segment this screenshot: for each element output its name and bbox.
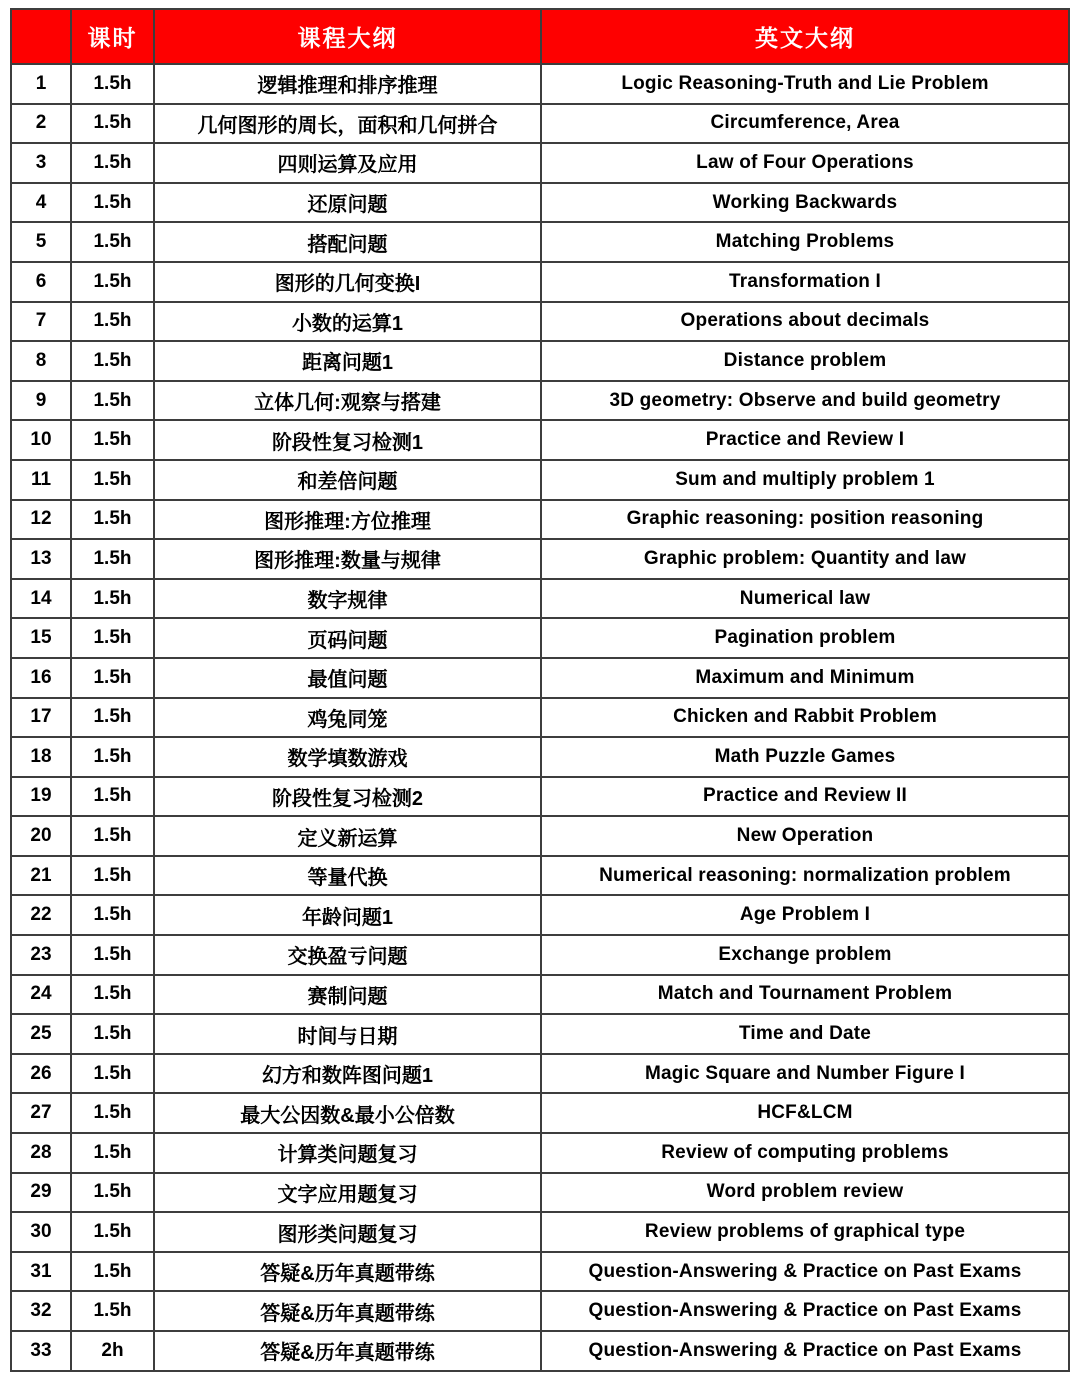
outline-en-cell: Numerical reasoning: normalization problem: [541, 856, 1069, 896]
table-row: [11, 816, 1069, 856]
outline-en-cell: Numerical law: [541, 579, 1069, 619]
row-number-cell: 15: [11, 618, 71, 658]
table-row: [11, 1252, 1069, 1292]
table-row: [11, 143, 1069, 183]
hours-cell: 1.5h: [71, 698, 154, 738]
outline-cn-cell: 逻辑推理和排序推理: [154, 64, 541, 104]
outline-cn-cell: 立体几何:观察与搭建: [154, 381, 541, 421]
outline-en-cell: Sum and multiply problem 1: [541, 460, 1069, 500]
row-number-cell: 16: [11, 658, 71, 698]
hours-cell: 1.5h: [71, 975, 154, 1015]
outline-en-cell: Practice and Review I: [541, 420, 1069, 460]
table-row: [11, 262, 1069, 302]
outline-cn-cell: 最值问题: [154, 658, 541, 698]
outline-cn-cell: 图形推理:数量与规律: [154, 539, 541, 579]
row-number-cell: 12: [11, 500, 71, 540]
table-row: [11, 935, 1069, 975]
row-number-cell: 6: [11, 262, 71, 302]
outline-en-cell: Distance problem: [541, 341, 1069, 381]
hours-cell: 2h: [71, 1331, 154, 1371]
hours-cell: 1.5h: [71, 381, 154, 421]
outline-en-cell: Pagination problem: [541, 618, 1069, 658]
outline-en-cell: Law of Four Operations: [541, 143, 1069, 183]
outline-en-cell: Match and Tournament Problem: [541, 975, 1069, 1015]
outline-en-cell: Maximum and Minimum: [541, 658, 1069, 698]
table-header: [11, 9, 1069, 64]
header-cell-outline-cn: 课程大纲: [154, 9, 541, 64]
row-number-cell: 20: [11, 816, 71, 856]
table-row: [11, 183, 1069, 223]
row-number-cell: 2: [11, 104, 71, 144]
table-row: [11, 737, 1069, 777]
table-row: [11, 302, 1069, 342]
table-row: [11, 420, 1069, 460]
table-row: [11, 104, 1069, 144]
outline-cn-cell: 距离问题1: [154, 341, 541, 381]
table-row: [11, 658, 1069, 698]
hours-cell: 1.5h: [71, 302, 154, 342]
table-row: [11, 1054, 1069, 1094]
outline-cn-cell: 答疑&历年真题带练: [154, 1331, 541, 1371]
row-number-cell: 13: [11, 539, 71, 579]
hours-cell: 1.5h: [71, 1252, 154, 1292]
outline-en-cell: Math Puzzle Games: [541, 737, 1069, 777]
outline-en-cell: Matching Problems: [541, 222, 1069, 262]
row-number-cell: 8: [11, 341, 71, 381]
table-row: [11, 579, 1069, 619]
row-number-cell: 33: [11, 1331, 71, 1371]
outline-cn-cell: 赛制问题: [154, 975, 541, 1015]
row-number-cell: 9: [11, 381, 71, 421]
outline-en-cell: Word problem review: [541, 1173, 1069, 1213]
hours-cell: 1.5h: [71, 658, 154, 698]
table-row: [11, 222, 1069, 262]
outline-cn-cell: 和差倍问题: [154, 460, 541, 500]
row-number-cell: 26: [11, 1054, 71, 1094]
outline-cn-cell: 文字应用题复习: [154, 1173, 541, 1213]
table-row: [11, 341, 1069, 381]
hours-cell: 1.5h: [71, 856, 154, 896]
row-number-cell: 31: [11, 1252, 71, 1292]
outline-cn-cell: 计算类问题复习: [154, 1133, 541, 1173]
row-number-cell: 18: [11, 737, 71, 777]
outline-cn-cell: 交换盈亏问题: [154, 935, 541, 975]
outline-cn-cell: 等量代换: [154, 856, 541, 896]
outline-cn-cell: 还原问题: [154, 183, 541, 223]
outline-en-cell: Question-Answering & Practice on Past Exams: [541, 1252, 1069, 1292]
hours-cell: 1.5h: [71, 777, 154, 817]
hours-cell: 1.5h: [71, 1133, 154, 1173]
header-cell-outline-en: 英文大纲: [541, 9, 1069, 64]
outline-cn-cell: 搭配问题: [154, 222, 541, 262]
hours-cell: 1.5h: [71, 895, 154, 935]
row-number-cell: 3: [11, 143, 71, 183]
hours-cell: 1.5h: [71, 1291, 154, 1331]
outline-en-cell: Practice and Review II: [541, 777, 1069, 817]
hours-cell: 1.5h: [71, 737, 154, 777]
outline-cn-cell: 几何图形的周长，面积和几何拼合: [154, 104, 541, 144]
hours-cell: 1.5h: [71, 816, 154, 856]
row-number-cell: 28: [11, 1133, 71, 1173]
outline-cn-cell: 四则运算及应用: [154, 143, 541, 183]
outline-en-cell: Review of computing problems: [541, 1133, 1069, 1173]
hours-cell: 1.5h: [71, 64, 154, 104]
row-number-cell: 19: [11, 777, 71, 817]
hours-cell: 1.5h: [71, 1054, 154, 1094]
row-number-cell: 11: [11, 460, 71, 500]
table-row: [11, 1331, 1069, 1371]
hours-cell: 1.5h: [71, 579, 154, 619]
table-row: [11, 856, 1069, 896]
table-row: [11, 1093, 1069, 1133]
outline-en-cell: HCF&LCM: [541, 1093, 1069, 1133]
row-number-cell: 29: [11, 1173, 71, 1213]
table-row: [11, 1133, 1069, 1173]
hours-cell: 1.5h: [71, 935, 154, 975]
outline-en-cell: Exchange problem: [541, 935, 1069, 975]
hours-cell: 1.5h: [71, 262, 154, 302]
table-row: [11, 777, 1069, 817]
row-number-cell: 25: [11, 1014, 71, 1054]
outline-cn-cell: 定义新运算: [154, 816, 541, 856]
outline-en-cell: Question-Answering & Practice on Past Exams: [541, 1331, 1069, 1371]
table-row: [11, 1014, 1069, 1054]
table-row: [11, 1173, 1069, 1213]
outline-cn-cell: 页码问题: [154, 618, 541, 658]
table-row: [11, 1291, 1069, 1331]
outline-cn-cell: 图形的几何变换I: [154, 262, 541, 302]
hours-cell: 1.5h: [71, 539, 154, 579]
table-row: [11, 460, 1069, 500]
row-number-cell: 5: [11, 222, 71, 262]
outline-cn-cell: 图形推理:方位推理: [154, 500, 541, 540]
outline-en-cell: Chicken and Rabbit Problem: [541, 698, 1069, 738]
outline-cn-cell: 小数的运算1: [154, 302, 541, 342]
table-row: [11, 381, 1069, 421]
table-row: [11, 698, 1069, 738]
outline-en-cell: Circumference, Area: [541, 104, 1069, 144]
header-cell-hours: 课时: [71, 9, 154, 64]
hours-cell: 1.5h: [71, 500, 154, 540]
row-number-cell: 4: [11, 183, 71, 223]
outline-cn-cell: 鸡兔同笼: [154, 698, 541, 738]
outline-cn-cell: 答疑&历年真题带练: [154, 1291, 541, 1331]
hours-cell: 1.5h: [71, 1173, 154, 1213]
table-row: [11, 618, 1069, 658]
row-number-cell: 14: [11, 579, 71, 619]
outline-en-cell: Question-Answering & Practice on Past Exams: [541, 1291, 1069, 1331]
hours-cell: 1.5h: [71, 420, 154, 460]
header-row: [11, 9, 1069, 64]
outline-en-cell: Logic Reasoning-Truth and Lie Problem: [541, 64, 1069, 104]
row-number-cell: 24: [11, 975, 71, 1015]
outline-cn-cell: 数字规律: [154, 579, 541, 619]
hours-cell: 1.5h: [71, 104, 154, 144]
row-number-cell: 30: [11, 1212, 71, 1252]
outline-en-cell: Graphic problem: Quantity and law: [541, 539, 1069, 579]
outline-en-cell: Graphic reasoning: position reasoning: [541, 500, 1069, 540]
outline-en-cell: Transformation I: [541, 262, 1069, 302]
row-number-cell: 32: [11, 1291, 71, 1331]
row-number-cell: 21: [11, 856, 71, 896]
table-row: [11, 1212, 1069, 1252]
row-number-cell: 22: [11, 895, 71, 935]
row-number-cell: 10: [11, 420, 71, 460]
table-body: [11, 64, 1069, 1371]
hours-cell: 1.5h: [71, 222, 154, 262]
outline-en-cell: New Operation: [541, 816, 1069, 856]
row-number-cell: 1: [11, 64, 71, 104]
row-number-cell: 7: [11, 302, 71, 342]
outline-en-cell: Review problems of graphical type: [541, 1212, 1069, 1252]
outline-en-cell: Age Problem I: [541, 895, 1069, 935]
outline-cn-cell: 阶段性复习检测2: [154, 777, 541, 817]
hours-cell: 1.5h: [71, 460, 154, 500]
hours-cell: 1.5h: [71, 1093, 154, 1133]
outline-cn-cell: 图形类问题复习: [154, 1212, 541, 1252]
row-number-cell: 27: [11, 1093, 71, 1133]
outline-cn-cell: 答疑&历年真题带练: [154, 1252, 541, 1292]
table-row: [11, 500, 1069, 540]
outline-en-cell: Time and Date: [541, 1014, 1069, 1054]
outline-cn-cell: 年龄问题1: [154, 895, 541, 935]
hours-cell: 1.5h: [71, 1212, 154, 1252]
outline-cn-cell: 最大公因数&最小公倍数: [154, 1093, 541, 1133]
hours-cell: 1.5h: [71, 618, 154, 658]
row-number-cell: 17: [11, 698, 71, 738]
outline-en-cell: Magic Square and Number Figure I: [541, 1054, 1069, 1094]
row-number-cell: 23: [11, 935, 71, 975]
header-cell-index: [11, 9, 71, 64]
outline-cn-cell: 幻方和数阵图问题1: [154, 1054, 541, 1094]
outline-cn-cell: 阶段性复习检测1: [154, 420, 541, 460]
outline-cn-cell: 数学填数游戏: [154, 737, 541, 777]
course-outline-table: [10, 8, 1070, 1372]
hours-cell: 1.5h: [71, 341, 154, 381]
table-row: [11, 895, 1069, 935]
hours-cell: 1.5h: [71, 183, 154, 223]
outline-cn-cell: 时间与日期: [154, 1014, 541, 1054]
table-row: [11, 64, 1069, 104]
hours-cell: 1.5h: [71, 143, 154, 183]
hours-cell: 1.5h: [71, 1014, 154, 1054]
table-row: [11, 539, 1069, 579]
outline-en-cell: Operations about decimals: [541, 302, 1069, 342]
table-row: [11, 975, 1069, 1015]
outline-en-cell: 3D geometry: Observe and build geometry: [541, 381, 1069, 421]
outline-en-cell: Working Backwards: [541, 183, 1069, 223]
